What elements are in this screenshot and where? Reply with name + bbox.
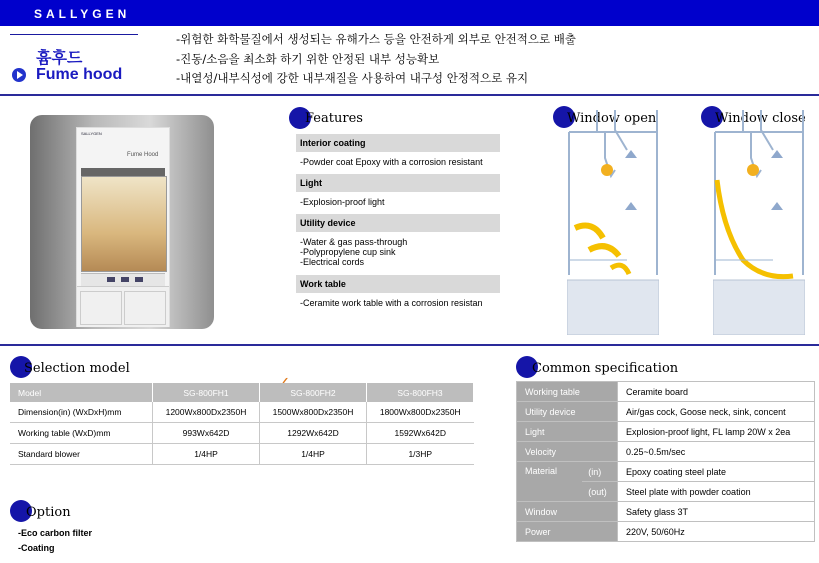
cell-value: 1592Wx642D xyxy=(367,423,474,444)
table-row xyxy=(10,402,474,423)
spec-label: Velocity xyxy=(517,442,618,462)
spec-label: Working table xyxy=(517,382,618,402)
cell-value: 1500Wx800Dx2350H xyxy=(260,402,367,423)
spec-table xyxy=(516,381,815,542)
table-row xyxy=(10,423,474,444)
spec-title: Common specification xyxy=(532,361,679,376)
brand-name: SALLYGEN xyxy=(34,7,131,21)
feature-text-interior: -Powder coat Epoxy with a corrosion resistant xyxy=(300,157,483,167)
header-fh2: SG-800FH2 xyxy=(260,383,367,402)
spec-value: Epoxy coating steel plate xyxy=(618,462,815,482)
spec-row xyxy=(517,502,815,522)
feature-text-light: -Explosion-proof light xyxy=(300,197,385,207)
spec-sublabel: (in) xyxy=(582,462,617,482)
spec-label: Window xyxy=(517,502,618,522)
spec-label: Material xyxy=(517,462,583,502)
feature-heading-utility: Utility device xyxy=(296,214,500,232)
spec-row xyxy=(517,402,815,422)
cell-value: 1/3HP xyxy=(367,444,474,465)
option-item-2: -Coating xyxy=(18,543,55,553)
spec-row xyxy=(517,422,815,442)
spec-row xyxy=(517,442,815,462)
product-photo xyxy=(30,115,214,329)
spec-row xyxy=(517,462,815,482)
page-title-korean: 흄후드 xyxy=(36,48,83,67)
page-title-english: Fume hood xyxy=(36,66,123,83)
cell-value: 1/4HP xyxy=(153,444,260,465)
spec-row xyxy=(517,382,815,402)
features-title: Features xyxy=(305,111,363,126)
play-bullet-icon xyxy=(12,68,26,82)
feature-heading-light: Light xyxy=(296,174,500,192)
option-title: Option xyxy=(26,505,71,520)
description-line-1: -위험한 화학물질에서 생성되는 유해가스 등을 안전하게 외부로 안전적으로 배출 xyxy=(176,32,576,46)
header-divider xyxy=(0,94,819,96)
description-line-2: -진동/소음을 최소화 하기 위한 안정된 내부 성능확보 xyxy=(176,52,440,66)
hood-cabinet xyxy=(77,286,169,327)
selection-title: Selection model xyxy=(24,361,130,376)
cell-value: 1200Wx800Dx2350H xyxy=(153,402,260,423)
hood-window xyxy=(81,176,167,272)
feature-text-worktable: -Ceramite work table with a corrosion resistan xyxy=(300,298,483,308)
selection-table xyxy=(10,383,474,465)
header-model: Model xyxy=(10,383,153,402)
spec-label: Light xyxy=(517,422,618,442)
cell-value: 993Wx642D xyxy=(153,423,260,444)
window-close-title: Window close xyxy=(715,111,806,126)
feature-text-utility-1: -Water & gas pass-through xyxy=(300,237,408,247)
cell-value: 1800Wx800Dx2350H xyxy=(367,402,474,423)
spec-value: Ceramite board xyxy=(618,382,815,402)
feature-text-utility-2: -Polypropylene cup sink xyxy=(300,247,396,257)
feature-heading-interior: Interior coating xyxy=(296,134,500,152)
feature-heading-worktable: Work table xyxy=(296,275,500,293)
spec-value: 0.25~0.5m/sec xyxy=(618,442,815,462)
spec-value: Steel plate with powder coation xyxy=(618,482,815,502)
hood-logo: SALLYGEN xyxy=(81,131,102,136)
feature-text-utility-3: -Electrical cords xyxy=(300,257,365,267)
cell-value: 1292Wx642D xyxy=(260,423,367,444)
section-divider xyxy=(0,344,819,346)
hood-label: Fume Hood xyxy=(127,152,159,158)
option-item-1: -Eco carbon filter xyxy=(18,528,93,538)
window-open-title: Window open xyxy=(567,111,657,126)
hood-control-panel xyxy=(81,273,165,286)
row-label: Standard blower xyxy=(10,444,153,465)
window-close-diagram xyxy=(713,110,805,335)
fume-hood-illustration xyxy=(76,127,170,327)
spec-label: Utility device xyxy=(517,402,618,422)
spec-value: Air/gas cock, Goose neck, sink, concent xyxy=(618,402,815,422)
spec-value: 220V, 50/60Hz xyxy=(618,522,815,542)
row-label: Working table (WxD)mm xyxy=(10,423,153,444)
spec-row xyxy=(517,522,815,542)
header-fh1: SG-800FH1 xyxy=(153,383,260,402)
window-open-diagram xyxy=(567,110,659,335)
header-fh3: SG-800FH3 xyxy=(367,383,474,402)
spec-value: Explosion-proof light, FL lamp 20W x 2ea xyxy=(618,422,815,442)
description-line-3: -내열성/내부식성에 강한 내부재질을 사용하여 내구성 안정적으로 유지 xyxy=(176,71,529,85)
spec-label: Power xyxy=(517,522,618,542)
hood-sash xyxy=(81,168,165,176)
table-row xyxy=(10,444,474,465)
title-underline xyxy=(10,34,138,35)
spec-value: Safety glass 3T xyxy=(618,502,815,522)
selection-header-row xyxy=(10,383,474,402)
spec-sublabel: (out) xyxy=(582,482,617,502)
row-label: Dimension(in) (WxDxH)mm xyxy=(10,402,153,423)
cell-value: 1/4HP xyxy=(260,444,367,465)
